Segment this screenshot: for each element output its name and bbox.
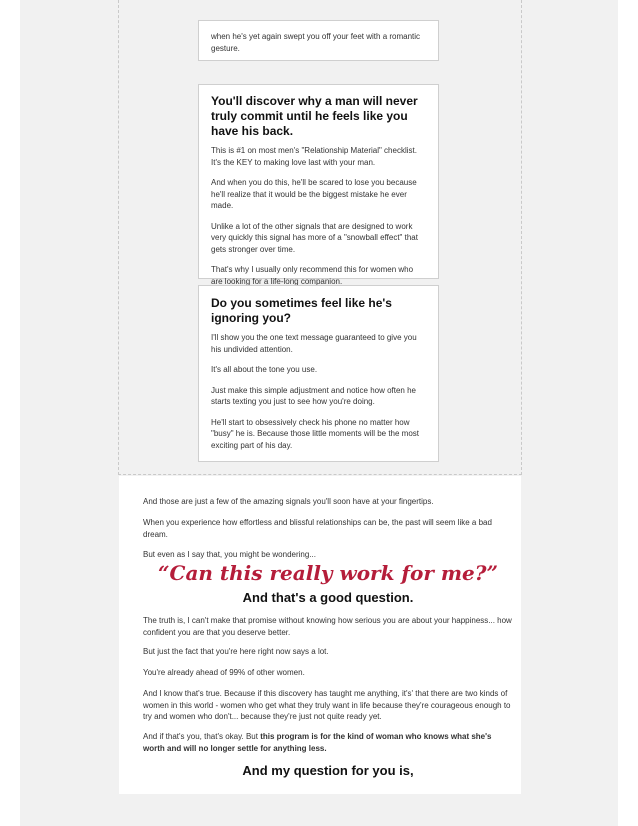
body-paragraph: When you experience how effortless and blissful relationships can be, the past will seem like a bad dream.: [143, 518, 492, 539]
body-paragraph: You're already ahead of 99% of other women.: [143, 668, 305, 677]
body-paragraph: And I know that's true. Because if this discovery has taught me anything, it's' that there are two kinds of women in this world - women who get what they truly want in life because they're courageous enough to try and women who don't... because they're just not quite ready yet.: [143, 689, 511, 721]
section-subheading: And that's a good question.: [242, 590, 414, 605]
body-paragraph-emphasis: [143, 731, 513, 754]
signal-card-romantic: [198, 20, 439, 61]
closing-question: And my question for you is,: [242, 763, 414, 778]
bold-text: this program is for the kind of woman who knows what she's worth and will no longer settle for anything less.: [143, 732, 492, 753]
card-paragraph: I'll show you the one text message guaranteed to give you his undivided attention.: [211, 333, 417, 354]
body-paragraph: The truth is, I can't make that promise without knowing how serious you are about your happiness... how confident you are that you deserve better.: [143, 616, 512, 637]
body-paragraph: And those are just a few of the amazing signals you'll soon have at your fingertips.: [143, 497, 434, 506]
card-text: when he's yet again swept you off your feet with a romantic gesture.: [211, 32, 421, 53]
signal-card-commit: [198, 84, 439, 286]
card-paragraph: Just make this simple adjustment and notice how often he starts texting you just to see how you're doing.: [211, 385, 416, 406]
pull-quote: “Can this really work for me?”: [158, 561, 498, 585]
card-paragraph: It's all about the tone you use.: [211, 365, 318, 374]
card-paragraph: Unlike a lot of the other signals that are designed to work very quickly this signal has more of a "snowball effect" that gets stronger over time.: [211, 221, 418, 254]
card-paragraph: This is #1 on most men's "Relationship Material" checklist. It's the KEY to making love last with your man.: [211, 146, 417, 167]
card-paragraph: And when you do this, he'll be scared to lose you because he'll realize that it would be the biggest mistake he ever made.: [211, 178, 417, 210]
signal-card-ignoring: [198, 285, 439, 462]
card-title: Do you sometimes feel like he's ignoring you?: [211, 296, 392, 325]
card-paragraph: That's why I usually only recommend this for women who are looking for a life-long companion.: [211, 265, 414, 286]
card-paragraph: He'll start to obsessively check his phone no matter how "busy" he is. Because those little moments will be the most exciting part of his day.: [211, 417, 419, 450]
body-paragraph: But even as I say that, you might be wondering...: [143, 550, 316, 559]
plain-text: And if that's you, that's okay. But: [143, 732, 261, 741]
body-paragraph: But just the fact that you're here right now says a lot.: [143, 647, 329, 656]
card-title: You'll discover why a man will never truly commit until he feels like you have his back.: [211, 94, 418, 138]
